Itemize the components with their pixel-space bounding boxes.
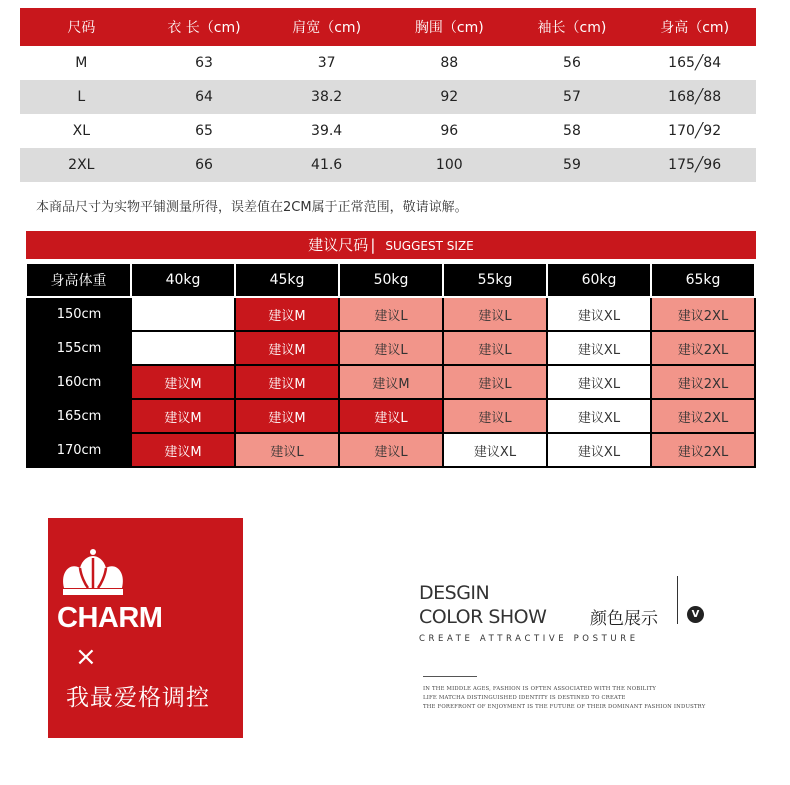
brand-name: CHARM [57, 602, 163, 634]
fine-print-line: THE FOREFRONT OF ENJOYMENT IS THE FUTURE OF THEIR DOMINANT FASHION INDUSTRY [423, 704, 706, 710]
color-show-cn: 颜色展示 [590, 609, 658, 629]
table-cell: L [20, 80, 143, 114]
table-cell: 59 [511, 148, 634, 182]
table-cell: 88 [440, 55, 459, 71]
suggest-cell: 建议2XL [651, 331, 755, 365]
color-show-line1: DESGIN [419, 582, 490, 604]
height-label: 165cm [27, 399, 131, 433]
table-cell: 64 [143, 80, 266, 114]
suggest-cell: 建议L [339, 297, 443, 331]
suggest-cell: 建议2XL [651, 297, 755, 331]
weight-header: 50kg [339, 264, 443, 297]
suggest-row [27, 433, 755, 467]
suggest-cell: 建议XL [547, 297, 651, 331]
suggest-row [27, 365, 755, 399]
suggest-row [27, 331, 755, 365]
table-cell: 57 [511, 80, 634, 114]
table-cell: 58 [563, 123, 581, 139]
table-cell: 170╱92 [668, 123, 722, 139]
times-symbol: × [75, 642, 97, 672]
weight-header: 55kg [443, 264, 547, 297]
table-cell: 56 [563, 55, 581, 71]
fine-print-line: LIFE MATCHA DISTINGUISHED IDENTITY IS DESTINED TO CREATE [423, 695, 626, 701]
weight-header: 45kg [235, 264, 339, 297]
suggest-cell: 建议M [235, 399, 339, 433]
header-chest: 胸围（cm) [388, 8, 511, 46]
suggest-cell: 建议XL [547, 399, 651, 433]
table-cell: 37 [317, 55, 336, 71]
weight-header: 40kg [131, 264, 235, 297]
corner-label: 身高体重 [27, 264, 131, 297]
height-label: 155cm [27, 331, 131, 365]
suggest-cell: 建议XL [547, 433, 651, 467]
suggest-cell: 建议L [339, 433, 443, 467]
header-sleeve: 袖长（cm) [511, 8, 634, 46]
suggest-cell: 建议XL [443, 433, 547, 467]
measurement-table [20, 8, 756, 182]
divider [423, 676, 477, 677]
header-length: 衣 长（cm) [143, 8, 266, 46]
table-cell: 65 [195, 123, 213, 139]
suggest-cell: 建议M [339, 365, 443, 399]
brand-slogan: 我最爱格调控 [66, 685, 210, 711]
table-cell: 168╱88 [633, 80, 756, 114]
table-row [20, 114, 756, 148]
table-cell: 165╱84 [668, 55, 722, 71]
suggest-cell: 建议M [235, 331, 339, 365]
divider [677, 576, 678, 624]
suggest-title: 建议尺码 [308, 236, 369, 254]
suggest-size-banner [26, 231, 756, 259]
v-badge-icon: V [687, 606, 704, 623]
suggest-cell: 建议L [443, 365, 547, 399]
suggest-row [27, 297, 755, 331]
weight-header: 60kg [547, 264, 651, 297]
header-shoulder: 肩宽（cm) [265, 8, 388, 46]
suggest-cell: 建议2XL [651, 433, 755, 467]
table-cell: 39.4 [311, 123, 343, 139]
suggest-cell: 建议L [235, 433, 339, 467]
fine-print-line: IN THE MIDDLE AGES, FASHION IS OFTEN ASSOCIATED WITH THE NOBILITY [423, 686, 657, 692]
table-cell: 100 [388, 148, 511, 182]
height-label: 170cm [27, 433, 131, 467]
table-row [20, 80, 756, 114]
suggest-cell: 建议M [235, 365, 339, 399]
suggest-cell: 建议L [443, 297, 547, 331]
table-cell: 41.6 [265, 148, 388, 182]
height-label: 150cm [27, 297, 131, 331]
table-cell: 2XL [20, 148, 143, 182]
suggest-separator: | [370, 236, 376, 254]
suggest-cell: 建议L [443, 399, 547, 433]
suggest-size-table [26, 264, 756, 468]
suggest-cell [131, 297, 235, 331]
color-show-tagline: CREATE ATTRACTIVE POSTURE [419, 634, 639, 644]
suggest-cell: 建议2XL [651, 365, 755, 399]
suggest-cell: 建议L [443, 331, 547, 365]
table-cell: M [75, 55, 88, 71]
suggest-cell: 建议L [339, 399, 443, 433]
table-cell: XL [72, 123, 91, 139]
suggest-cell: 建议XL [547, 331, 651, 365]
charm-card [48, 518, 243, 738]
header-size: 尺码 [20, 8, 143, 46]
table-cell: 66 [143, 148, 266, 182]
table-cell: 38.2 [265, 80, 388, 114]
crown-icon [58, 548, 128, 596]
table-cell: 96 [440, 123, 459, 139]
suggest-cell: 建议M [235, 297, 339, 331]
color-show-line2: COLOR SHOW [419, 606, 547, 628]
weight-header: 65kg [651, 264, 755, 297]
measurement-header-row [20, 8, 756, 46]
suggest-subtitle: SUGGEST SIZE [385, 239, 474, 253]
suggest-cell: 建议L [339, 331, 443, 365]
suggest-cell [131, 331, 235, 365]
suggest-cell: 建议M [131, 433, 235, 467]
table-row [20, 46, 756, 80]
suggest-cell: 建议XL [547, 365, 651, 399]
suggest-cell: 建议M [131, 399, 235, 433]
measurement-note: 本商品尺寸为实物平铺测量所得，误差值在2CM属于正常范围，敬请谅解。 [36, 200, 468, 215]
suggest-cell: 建议2XL [651, 399, 755, 433]
table-cell: 175╱96 [633, 148, 756, 182]
header-height: 身高（cm) [633, 8, 756, 46]
height-label: 160cm [27, 365, 131, 399]
table-cell: 92 [388, 80, 511, 114]
table-row [20, 148, 756, 182]
suggest-header-row [27, 264, 755, 297]
suggest-row [27, 399, 755, 433]
suggest-cell: 建议M [131, 365, 235, 399]
table-cell: 63 [195, 55, 213, 71]
